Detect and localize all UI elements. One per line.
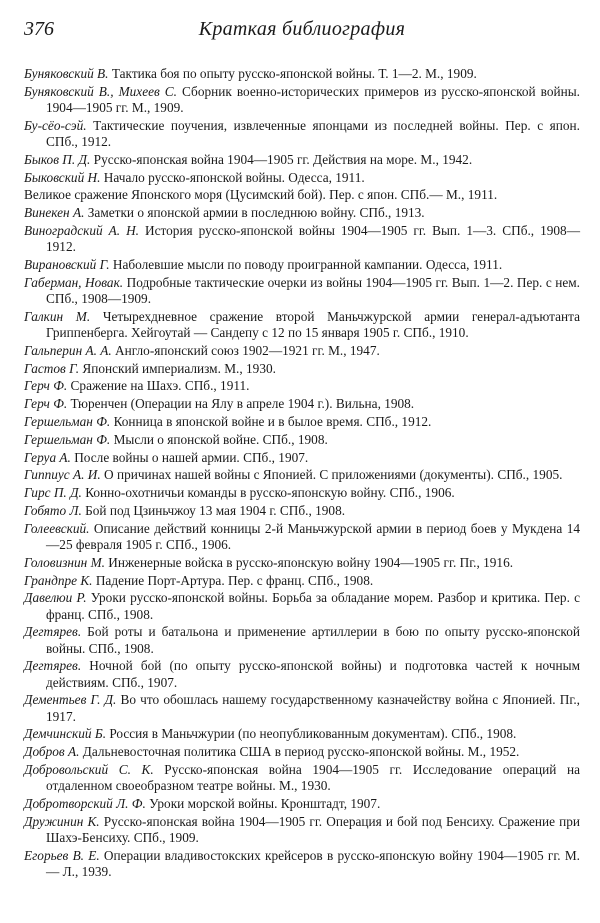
bibliography-entry: [24, 485, 580, 501]
entry-text: История русско-японской войны 1904—1905 гг. Вып. 1—3. СПб., 1908—1912.: [46, 222, 580, 255]
entry-author: Виноградский А. Н.: [24, 222, 140, 238]
entry-author: Бу-сёо-сэй.: [24, 117, 87, 133]
entry-text: Операции владивостокских крейсеров в русско-японскую войну 1904—1905 гг. М.— Л., 1939.: [46, 847, 581, 879]
entry-text: Ночной бой (по опыту русско-японской войны) и подготовка частей к ночным действиям. СПб., 1907.: [46, 658, 580, 690]
entry-text: Подробные тактические очерки из войны 1904—1905 гг. Вып. 1—2. Пер. с нем. СПб., 1908—1909.: [46, 274, 580, 306]
entry-text: Бой роты и батальона и применение артиллерии в бою по опыту русско-японской войны. СПб., 1908.: [46, 624, 580, 656]
entry-author: Добров А.: [24, 744, 80, 760]
entry-author: Грандпре К.: [24, 572, 93, 588]
entry-text: Начало русско-японской войны. Одесса, 1911.: [100, 169, 365, 185]
entry-author: Дементьев Г. Д.: [24, 692, 117, 708]
entry-author: Галкин М.: [24, 308, 91, 324]
entry-author: Дегтярев.: [24, 658, 82, 674]
entry-author: Дружинин К.: [24, 813, 100, 829]
bibliography-entry: [24, 187, 580, 203]
bibliography-entry: [24, 726, 580, 742]
entry-text: Описание действий конницы 2-й Маньчжурской армии в период боев у Мукдена 14—25 февраля 1905 г. СПб., 1906.: [46, 520, 580, 552]
entry-text: Россия в Маньчжурии (по неопубликованным документам). СПб., 1908.: [106, 726, 517, 742]
bibliography-entry: [24, 223, 580, 255]
entry-text: Англо-японский союз 1902—1921 гг. М., 1947.: [111, 342, 380, 358]
entry-author: Гальперин А. А.: [24, 342, 112, 358]
entry-text: Тактические поучения, извлеченные японцами из последней войны. Пер. с япон. СПб., 1912.: [46, 117, 580, 149]
bibliography-entry: [24, 170, 580, 186]
entry-text: Великое сражение Японского моря (Цусимский бой). Пер. с япон. СПб.— М., 1911.: [24, 187, 498, 203]
entry-author: Демчинский Б.: [24, 726, 107, 742]
bibliography-entry: [24, 503, 580, 519]
entry-text: Русско-японская война 1904—1905 гг. Действия на море. М., 1942.: [90, 151, 473, 167]
bibliography-entry: [24, 762, 580, 794]
bibliography-entry: [24, 257, 580, 273]
bibliography-entry: [24, 744, 580, 760]
entry-text: Конно-охотничьи команды в русско-японскую войну. СПб., 1906.: [81, 485, 455, 501]
entry-text: Мысли о японской войне. СПб., 1908.: [110, 431, 328, 447]
running-title: Краткая библиография: [198, 18, 406, 40]
bibliography-entry: [24, 555, 580, 571]
page-header: [24, 18, 580, 50]
entry-text: Уроки русско-японской войны. Борьба за обладание морем. Разбор и критика. Пер. с франц. СПб., 1908.: [46, 590, 580, 622]
bibliography-entry: [24, 450, 580, 466]
entry-author: Быков П. Д.: [24, 151, 91, 167]
entry-author: Вирановский Г.: [24, 256, 110, 272]
entry-text: Сражение на Шахэ. СПб., 1911.: [67, 378, 250, 394]
bibliography-entry: [24, 309, 580, 341]
entry-text: Падение Порт-Артура. Пер. с франц. СПб., 1908.: [92, 572, 374, 588]
entry-text: Конница в японской войне и в былое время. СПб., 1912.: [110, 413, 432, 429]
entry-author: Гершельман Ф.: [24, 431, 111, 447]
entry-author: Добровольский С. К.: [24, 761, 154, 777]
entry-text: Тактика боя по опыту русско-японской войны. Т. 1—2. М., 1909.: [108, 66, 477, 81]
entry-text: Русско-японская война 1904—1905 гг. Исследование операций на отдаленном своеобразном театре войны. М., 1930.: [46, 761, 580, 794]
entry-author: Гирс П. Д.: [24, 485, 82, 501]
entry-text: Заметки о японской армии в последнюю войну. СПб., 1913.: [84, 205, 425, 221]
bibliography-entry: [24, 590, 580, 622]
bibliography-entry: [24, 361, 580, 377]
bibliography-entry: [24, 658, 580, 690]
entry-author: Буняковский В.: [24, 66, 109, 81]
entry-author: Головизнин М.: [24, 554, 105, 570]
bibliography-list: [24, 66, 580, 880]
entry-text: Тюренчен (Операции на Ялу в апреле 1904 г.). Вильна, 1908.: [67, 396, 415, 412]
entry-text: Наболевшие мысли по поводу проигранной кампании. Одесса, 1911.: [109, 256, 503, 272]
bibliography-entry: [24, 848, 580, 880]
entry-text: Четырехдневное сражение второй Маньчжурской армии генерал-адъютанта Гриппенберга. Хейгоутай — Сандепу с 12 по 15 января 1905 г. СПб., 1910.: [46, 308, 580, 340]
bibliography-entry: [24, 521, 580, 553]
entry-author: Геруа А.: [24, 449, 71, 465]
bibliography-entry: [24, 84, 580, 116]
bibliography-entry: [24, 396, 580, 412]
bibliography-entry: [24, 624, 580, 656]
entry-text: После войны о нашей армии. СПб., 1907.: [70, 449, 309, 465]
entry-author: Дегтярев.: [24, 624, 82, 640]
entry-text: Японский империализм. М., 1930.: [79, 360, 276, 376]
entry-text: Уроки морской войны. Кронштадт, 1907.: [145, 795, 381, 811]
entry-author: Винекен А.: [24, 205, 85, 221]
bibliography-entry: [24, 152, 580, 168]
entry-text: Бой под Цзиньчжоу 13 мая 1904 г. СПб., 1908.: [81, 502, 346, 518]
entry-author: Габерман, Новак.: [24, 274, 124, 290]
entry-author: Герч Ф.: [24, 396, 68, 412]
entry-author: Герч Ф.: [24, 378, 68, 394]
bibliography-entry: [24, 378, 580, 394]
bibliography-entry: [24, 796, 580, 812]
bibliography-entry: [24, 66, 580, 82]
bibliography-entry: [24, 573, 580, 589]
entry-author: Гобято Л.: [24, 502, 82, 518]
entry-author: Голеевский.: [24, 520, 90, 536]
book-page: [24, 18, 580, 882]
entry-author: Буняковский В., Михеев С.: [24, 83, 177, 99]
entry-author: Давелюи Р.: [24, 590, 87, 606]
entry-author: Быковский Н.: [24, 169, 101, 185]
bibliography-entry: [24, 692, 580, 724]
entry-text: Во что обошлась нашему государственному казначейству война с Японией. Пг., 1917.: [46, 692, 580, 724]
bibliography-entry: [24, 118, 580, 150]
entry-text: Дальневосточная политика США в период русско-японской войны. М., 1952.: [79, 744, 520, 760]
entry-text: Инженерные войска в русско-японскую войну 1904—1905 гг. Пг., 1916.: [104, 554, 514, 570]
bibliography-entry: [24, 343, 580, 359]
bibliography-entry: [24, 205, 580, 221]
bibliography-entry: [24, 814, 580, 846]
entry-text: Сборник военно-исторических примеров из русско-японской войны. 1904—1905 гг. М., 1909.: [46, 83, 580, 115]
bibliography-entry: [24, 467, 580, 483]
entry-author: Гершельман Ф.: [24, 413, 111, 429]
bibliography-entry: [24, 275, 580, 307]
bibliography-entry: [24, 414, 580, 430]
entry-text: Русско-японская война 1904—1905 гг. Операция и бой под Бенсиху. Сражение при Шахэ-Бенсиху. СПб., 1909.: [46, 813, 580, 845]
entry-text: О причинах нашей войны с Японией. С приложениями (документы). СПб., 1905.: [100, 467, 563, 483]
bibliography-entry: [24, 432, 580, 448]
entry-author: Добротворский Л. Ф.: [24, 795, 146, 811]
entry-author: Гастов Г.: [24, 360, 80, 376]
page-number: 376: [24, 18, 54, 40]
entry-author: Гиппиус А. И.: [24, 467, 101, 483]
entry-author: Егорьев В. Е.: [24, 847, 100, 863]
